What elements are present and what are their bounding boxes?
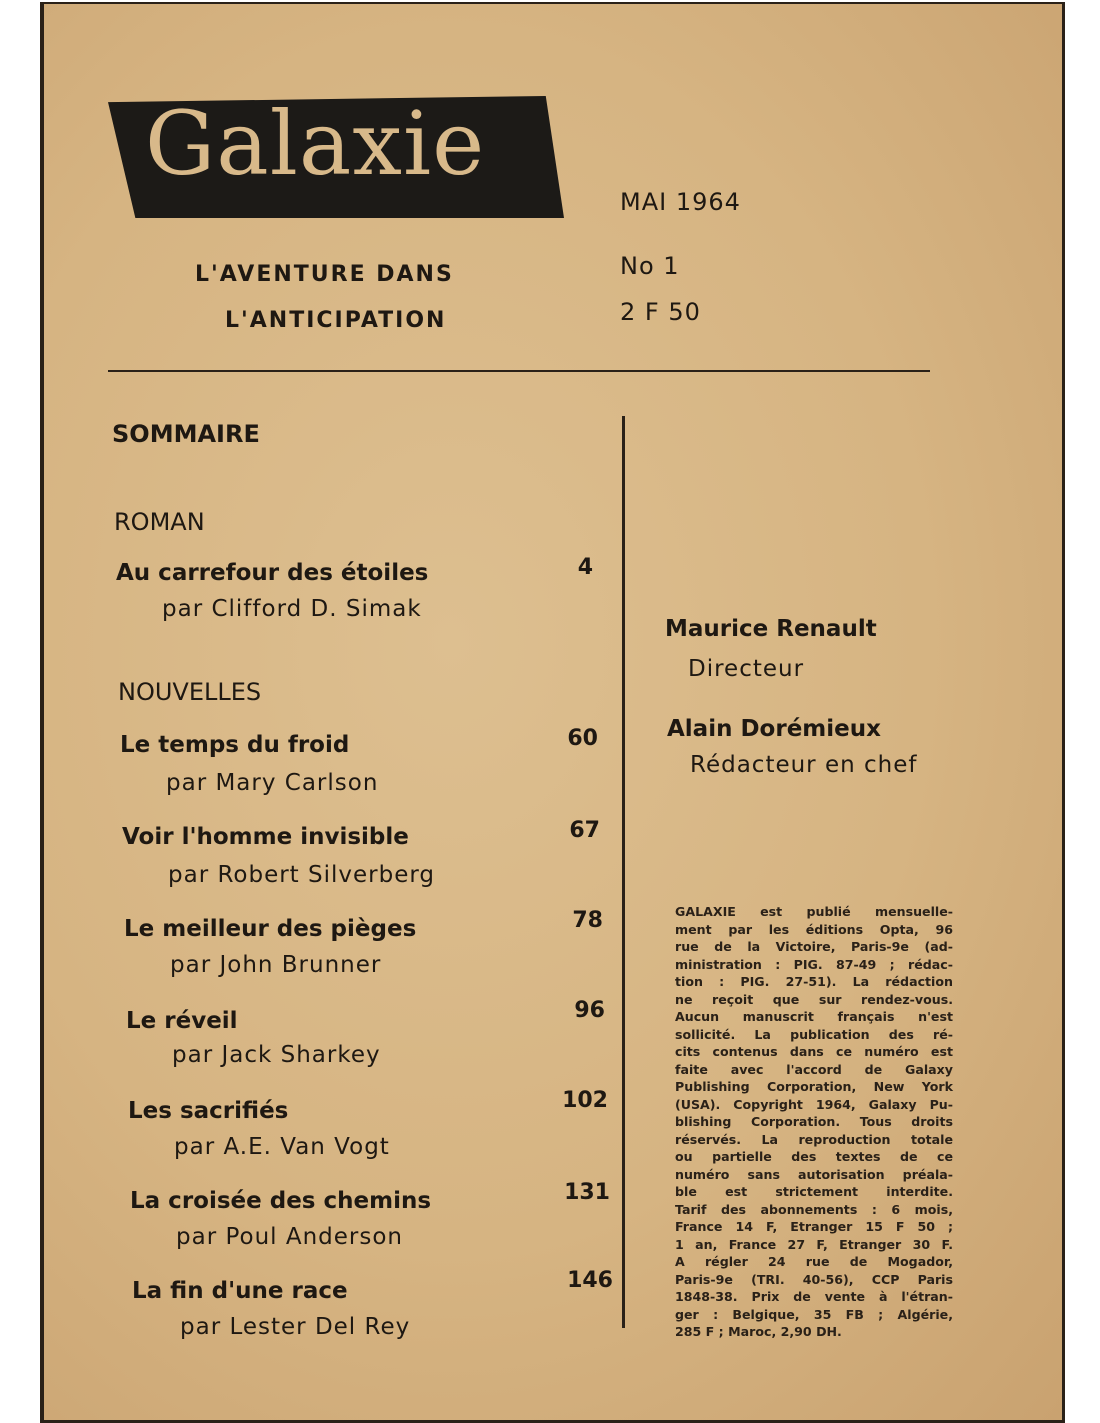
entry-title: Le réveil bbox=[126, 1008, 238, 1034]
tagline-line-2: L'ANTICIPATION bbox=[225, 308, 447, 333]
legal-line: ministration : PIG. 87-49 ; rédac- bbox=[675, 956, 953, 972]
legal-line: Tarif des abonnements : 6 mois, bbox=[675, 1201, 953, 1217]
issue-price: 2 F 50 bbox=[620, 298, 701, 326]
legal-line: ble est strictement interdite. bbox=[675, 1184, 953, 1199]
legal-line: ger : Belgique, 35 FB ; Algérie, bbox=[675, 1306, 953, 1322]
legal-line: tion : PIG. 27-51). La rédaction bbox=[675, 974, 953, 989]
entry-page: 146 bbox=[567, 1268, 613, 1293]
logo-text: Galaxie bbox=[145, 92, 486, 195]
legal-line: 1848-38. Prix de vente à l'étran- bbox=[675, 1289, 953, 1304]
legal-line: Paris-9e (TRI. 40-56), CCP Paris bbox=[675, 1271, 953, 1287]
legal-line: (USA). Copyright 1964, Galaxy Pu- bbox=[675, 1096, 953, 1112]
entry-page: 67 bbox=[569, 818, 600, 843]
staff-name: Maurice Renault bbox=[665, 616, 877, 642]
entry-page: 78 bbox=[572, 908, 603, 933]
legal-line: ou partielle des textes de ce bbox=[675, 1149, 953, 1164]
entry-author: par Lester Del Rey bbox=[180, 1314, 411, 1340]
entry-author: par Jack Sharkey bbox=[172, 1042, 381, 1068]
legal-line: blishing Corporation. Tous droits bbox=[675, 1114, 953, 1129]
section-nouvelles: NOUVELLES bbox=[118, 678, 262, 706]
entry-author: par Mary Carlson bbox=[166, 770, 379, 796]
entry-page: 102 bbox=[562, 1088, 608, 1113]
legal-line: rue de la Victoire, Paris-9e (ad- bbox=[675, 939, 953, 954]
legal-line: ne reçoit que sur rendez-vous. bbox=[675, 991, 953, 1007]
entry-author: par Robert Silverberg bbox=[168, 862, 436, 888]
legal-line: 1 an, France 27 F, Etranger 30 F. bbox=[675, 1236, 953, 1252]
issue-date: MAI 1964 bbox=[620, 188, 741, 216]
entry-title: Le meilleur des pièges bbox=[124, 916, 417, 942]
entry-page: 96 bbox=[574, 998, 605, 1023]
entry-author: par Poul Anderson bbox=[176, 1224, 404, 1250]
legal-line: GALAXIE est publié mensuelle- bbox=[675, 904, 953, 919]
legal-line: Publishing Corporation, New York bbox=[675, 1079, 953, 1094]
legal-line: 285 F ; Maroc, 2,90 DH. bbox=[675, 1324, 842, 1339]
staff-role: Rédacteur en chef bbox=[690, 752, 918, 778]
entry-author: par A.E. Van Vogt bbox=[174, 1134, 390, 1160]
legal-line: réservés. La reproduction totale bbox=[675, 1131, 953, 1147]
legal-line: ment par les éditions Opta, 96 bbox=[675, 921, 953, 937]
entry-title: Les sacrifiés bbox=[128, 1098, 289, 1124]
legal-line: cits contenus dans ce numéro est bbox=[675, 1044, 953, 1059]
legal-line: A régler 24 rue de Mogador, bbox=[675, 1254, 953, 1269]
entry-author: par John Brunner bbox=[170, 952, 382, 978]
tagline-line-1: L'AVENTURE DANS bbox=[195, 262, 454, 287]
entry-author: par Clifford D. Simak bbox=[162, 596, 422, 622]
column-divider bbox=[622, 416, 625, 1328]
entry-page: 4 bbox=[577, 555, 593, 580]
issue-number: No 1 bbox=[620, 252, 680, 280]
section-roman: ROMAN bbox=[114, 508, 205, 536]
legal-notice bbox=[675, 903, 953, 1341]
entry-title: La croisée des chemins bbox=[130, 1188, 432, 1214]
entry-title: Voir l'homme invisible bbox=[122, 824, 409, 850]
legal-line: faite avec l'accord de Galaxy bbox=[675, 1061, 953, 1077]
entry-title: La fin d'une race bbox=[132, 1278, 348, 1304]
legal-line: France 14 F, Etranger 15 F 50 ; bbox=[675, 1219, 953, 1234]
entry-page: 131 bbox=[564, 1180, 610, 1205]
entry-title: Le temps du froid bbox=[120, 732, 350, 758]
entry-page: 60 bbox=[567, 726, 598, 751]
header-divider bbox=[108, 370, 930, 372]
staff-role: Directeur bbox=[688, 656, 805, 682]
legal-line: sollicité. La publication des ré- bbox=[675, 1026, 953, 1042]
entry-title: Au carrefour des étoiles bbox=[116, 560, 429, 586]
legal-line: numéro sans autorisation préala- bbox=[675, 1166, 953, 1182]
staff-name: Alain Dorémieux bbox=[667, 716, 881, 742]
toc-heading: SOMMAIRE bbox=[112, 420, 260, 448]
legal-line: Aucun manuscrit français n'est bbox=[675, 1009, 953, 1024]
